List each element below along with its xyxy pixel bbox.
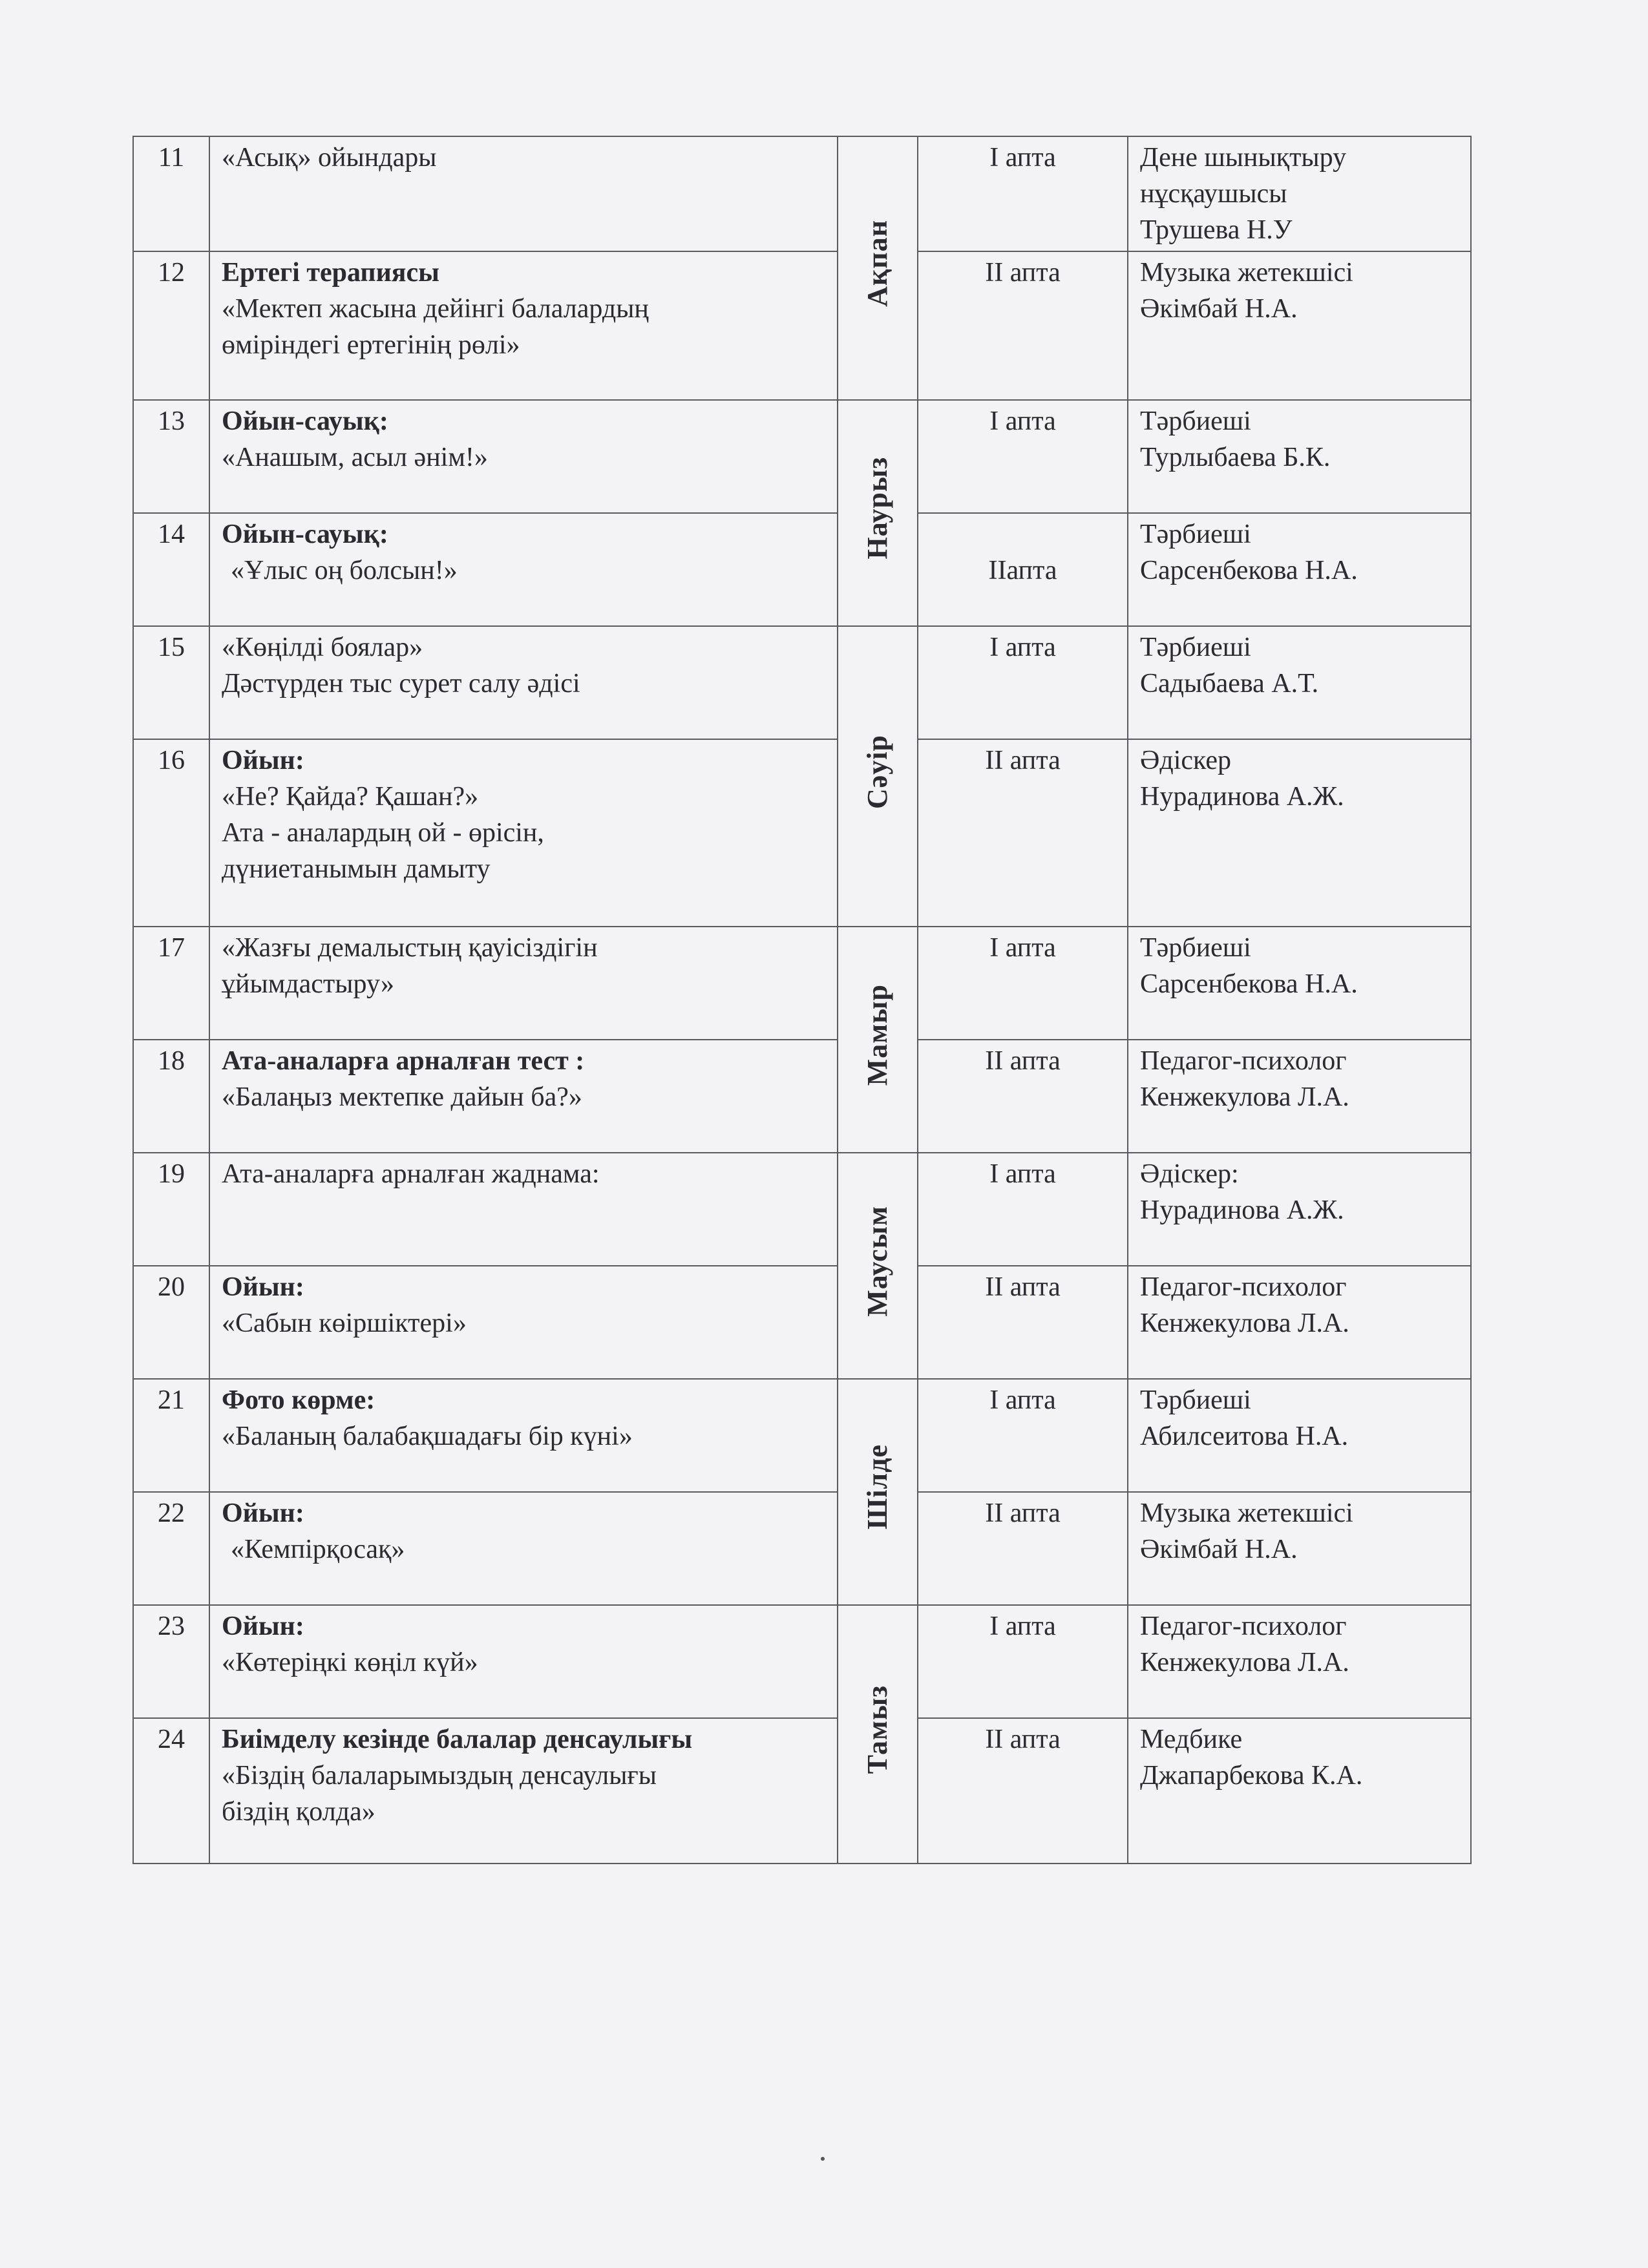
row-number: 21: [133, 1379, 209, 1492]
event-cell: [209, 927, 838, 1040]
table-row: [133, 513, 1471, 626]
event-text: өміріндегі ертегінің рөлі»: [222, 330, 520, 360]
event-text: «Мектеп жасына дейінгі балалардың: [222, 294, 649, 324]
row-number: 23: [133, 1605, 209, 1718]
month-cell: [838, 626, 918, 927]
responsible-name: Абилсеитова Н.А.: [1140, 1422, 1349, 1451]
responsible-cell: [1128, 1040, 1471, 1153]
table-row: [133, 1040, 1471, 1153]
table-row: [133, 626, 1471, 739]
row-number: 16: [133, 739, 209, 927]
event-text: Ата - аналардың ой - өрісін,: [222, 818, 544, 848]
week-label: ІІ апта: [985, 1046, 1061, 1076]
month-cell: [838, 1379, 918, 1605]
week-label: ІІапта: [988, 556, 1057, 585]
event-text: Дәстүрден тыс сурет салу әдісі: [222, 669, 580, 698]
event-heading: Ойын:: [222, 1272, 304, 1302]
event-text: «Баланың балабақшадағы бір күні»: [222, 1422, 633, 1451]
week-label: І апта: [989, 1612, 1056, 1641]
event-text: «Асық» ойындары: [222, 143, 437, 173]
week-cell: [918, 1266, 1128, 1379]
table-row: [133, 251, 1471, 400]
responsible-name: Сарсенбекова Н.А.: [1140, 969, 1358, 999]
table-row: [133, 1266, 1471, 1379]
event-text: біздің қолда»: [222, 1797, 375, 1827]
responsible-cell: [1128, 1492, 1471, 1605]
month-cell: [838, 1153, 918, 1379]
event-text: «Балаңыз мектепке дайын ба?»: [222, 1082, 582, 1112]
responsible-name: Трушева Н.У: [1140, 215, 1293, 245]
week-label: ІІ апта: [985, 258, 1061, 288]
responsible-name: Сарсенбекова Н.А.: [1140, 556, 1358, 585]
row-number: 15: [133, 626, 209, 739]
responsible-cell: [1128, 739, 1471, 927]
scan-speck: [821, 2157, 825, 2161]
week-label: І апта: [989, 933, 1056, 963]
event-text: «Кемпірқосақ»: [231, 1535, 405, 1564]
event-cell: [209, 136, 838, 251]
event-heading: Ойын:: [222, 1498, 304, 1528]
month-cell: [838, 927, 918, 1153]
week-label: І апта: [989, 406, 1056, 436]
month-label: Сәуір: [861, 734, 893, 809]
event-cell: [209, 1266, 838, 1379]
month-label: Наурыз: [861, 457, 893, 560]
table-row: [133, 400, 1471, 513]
responsible-role: Тәрбиеші: [1140, 406, 1251, 436]
table-row: [133, 1605, 1471, 1718]
row-number: 20: [133, 1266, 209, 1379]
week-label: ІІ апта: [985, 1725, 1061, 1754]
event-heading: Ойын:: [222, 1612, 304, 1641]
week-cell: [918, 1379, 1128, 1492]
table-row: [133, 1379, 1471, 1492]
event-text: «Сабын көіршіктері»: [222, 1308, 467, 1338]
responsible-cell: [1128, 1379, 1471, 1492]
row-number: 24: [133, 1718, 209, 1864]
week-cell: [918, 739, 1128, 927]
week-label: ІІ апта: [985, 1272, 1061, 1302]
event-cell: [209, 1605, 838, 1718]
responsible-role: Әдіскер: [1140, 746, 1232, 775]
responsible-cell: [1128, 1266, 1471, 1379]
responsible-cell: [1128, 927, 1471, 1040]
event-cell: [209, 513, 838, 626]
responsible-role: Тәрбиеші: [1140, 933, 1251, 963]
event-heading: Ойын-сауық:: [222, 406, 388, 436]
event-heading: Фото көрме:: [222, 1385, 375, 1415]
week-cell: [918, 251, 1128, 400]
responsible-cell: [1128, 626, 1471, 739]
week-label: І апта: [989, 1385, 1056, 1415]
responsible-role: Медбике: [1140, 1725, 1243, 1754]
week-cell: [918, 1153, 1128, 1266]
event-cell: [209, 1492, 838, 1605]
responsible-role: нұсқаушысы: [1140, 179, 1287, 209]
responsible-cell: [1128, 400, 1471, 513]
table-row: [133, 739, 1471, 927]
week-label: І апта: [989, 633, 1056, 662]
event-heading: Ойын:: [222, 746, 304, 775]
row-number: 22: [133, 1492, 209, 1605]
responsible-name: Әкімбай Н.А.: [1140, 1535, 1298, 1564]
row-number: 14: [133, 513, 209, 626]
event-text: «Көтеріңкі көңіл күй»: [222, 1648, 478, 1677]
responsible-role: Музыка жетекшісі: [1140, 258, 1353, 288]
event-heading: Ертегі терапиясы: [222, 258, 439, 288]
responsible-name: Кенжекулова Л.А.: [1140, 1648, 1349, 1677]
week-label: ІІ апта: [985, 1498, 1061, 1528]
event-heading: Ата-аналарға арналған тест :: [222, 1046, 585, 1076]
week-cell: [918, 1605, 1128, 1718]
event-cell: [209, 1040, 838, 1153]
month-label: Мамыр: [861, 983, 893, 1086]
event-text: ұйымдастыру»: [222, 969, 394, 999]
responsible-role: Педагог-психолог: [1140, 1612, 1347, 1641]
event-text: «Анашым, асыл әнім!»: [222, 443, 488, 472]
responsible-name: Нурадинова А.Ж.: [1140, 1195, 1344, 1225]
responsible-name: Турлыбаева Б.К.: [1140, 443, 1331, 472]
responsible-cell: [1128, 1718, 1471, 1864]
responsible-role: Дене шынықтыру: [1140, 143, 1347, 173]
responsible-cell: [1128, 1153, 1471, 1266]
month-cell: [838, 400, 918, 626]
week-cell: [918, 1492, 1128, 1605]
responsible-role: Музыка жетекшісі: [1140, 1498, 1353, 1528]
event-cell: [209, 1379, 838, 1492]
event-text: дүниетанымын дамыту: [222, 854, 491, 884]
responsible-role: Педагог-психолог: [1140, 1046, 1347, 1076]
event-cell: [209, 739, 838, 927]
week-label: І апта: [989, 1159, 1056, 1189]
month-cell: [838, 136, 918, 400]
row-number: 12: [133, 251, 209, 400]
week-cell: [918, 1718, 1128, 1864]
event-text: «Не? Қайда? Қашан?»: [222, 782, 479, 812]
responsible-role: Әдіскер:: [1140, 1159, 1239, 1189]
table-row: [133, 1153, 1471, 1266]
responsible-role: Тәрбиеші: [1140, 520, 1251, 549]
table-row: [133, 1718, 1471, 1864]
event-text: «Біздің балаларымыздың денсаулығы: [222, 1761, 657, 1790]
month-cell: [838, 1605, 918, 1864]
responsible-role: Тәрбиеші: [1140, 633, 1251, 662]
row-number: 13: [133, 400, 209, 513]
responsible-name: Джапарбекова К.А.: [1140, 1761, 1363, 1790]
responsible-name: Әкімбай Н.А.: [1140, 294, 1298, 324]
event-cell: [209, 251, 838, 400]
month-label: Тамыз: [861, 1685, 893, 1774]
responsible-cell: [1128, 136, 1471, 251]
week-label: І апта: [989, 143, 1056, 173]
month-label: Маусым: [861, 1205, 893, 1317]
event-cell: [209, 1153, 838, 1266]
events-plan-table: [132, 136, 1472, 1864]
week-cell: [918, 136, 1128, 251]
event-cell: [209, 626, 838, 739]
month-label: Шілде: [861, 1444, 893, 1530]
row-number: 19: [133, 1153, 209, 1266]
week-label: ІІ апта: [985, 746, 1061, 775]
event-heading: Ойын-сауық:: [222, 520, 388, 549]
responsible-name: Кенжекулова Л.А.: [1140, 1308, 1349, 1338]
event-cell: [209, 1718, 838, 1864]
responsible-cell: [1128, 1605, 1471, 1718]
event-text: «Көңілді боялар»: [222, 633, 423, 662]
responsible-role: Тәрбиеші: [1140, 1385, 1251, 1415]
week-cell: [918, 927, 1128, 1040]
responsible-role: Педагог-психолог: [1140, 1272, 1347, 1302]
week-cell: [918, 513, 1128, 626]
table-row: [133, 1492, 1471, 1605]
event-text: Ата-аналарға арналған жаднама:: [222, 1159, 600, 1189]
responsible-name: Кенжекулова Л.А.: [1140, 1082, 1349, 1112]
row-number: 18: [133, 1040, 209, 1153]
event-text: «Ұлыс оң болсын!»: [231, 556, 458, 585]
week-cell: [918, 400, 1128, 513]
month-label: Ақпан: [861, 220, 893, 307]
responsible-cell: [1128, 251, 1471, 400]
row-number: 11: [133, 136, 209, 251]
table-row: [133, 927, 1471, 1040]
row-number: 17: [133, 927, 209, 1040]
responsible-name: Садыбаева А.Т.: [1140, 669, 1319, 698]
event-text: «Жазғы демалыстың қауісіздігін: [222, 933, 598, 963]
week-cell: [918, 626, 1128, 739]
responsible-cell: [1128, 513, 1471, 626]
event-heading: Биімделу кезінде балалар денсаулығы: [222, 1725, 693, 1754]
table-row: [133, 136, 1471, 251]
event-cell: [209, 400, 838, 513]
responsible-name: Нурадинова А.Ж.: [1140, 782, 1344, 812]
week-cell: [918, 1040, 1128, 1153]
